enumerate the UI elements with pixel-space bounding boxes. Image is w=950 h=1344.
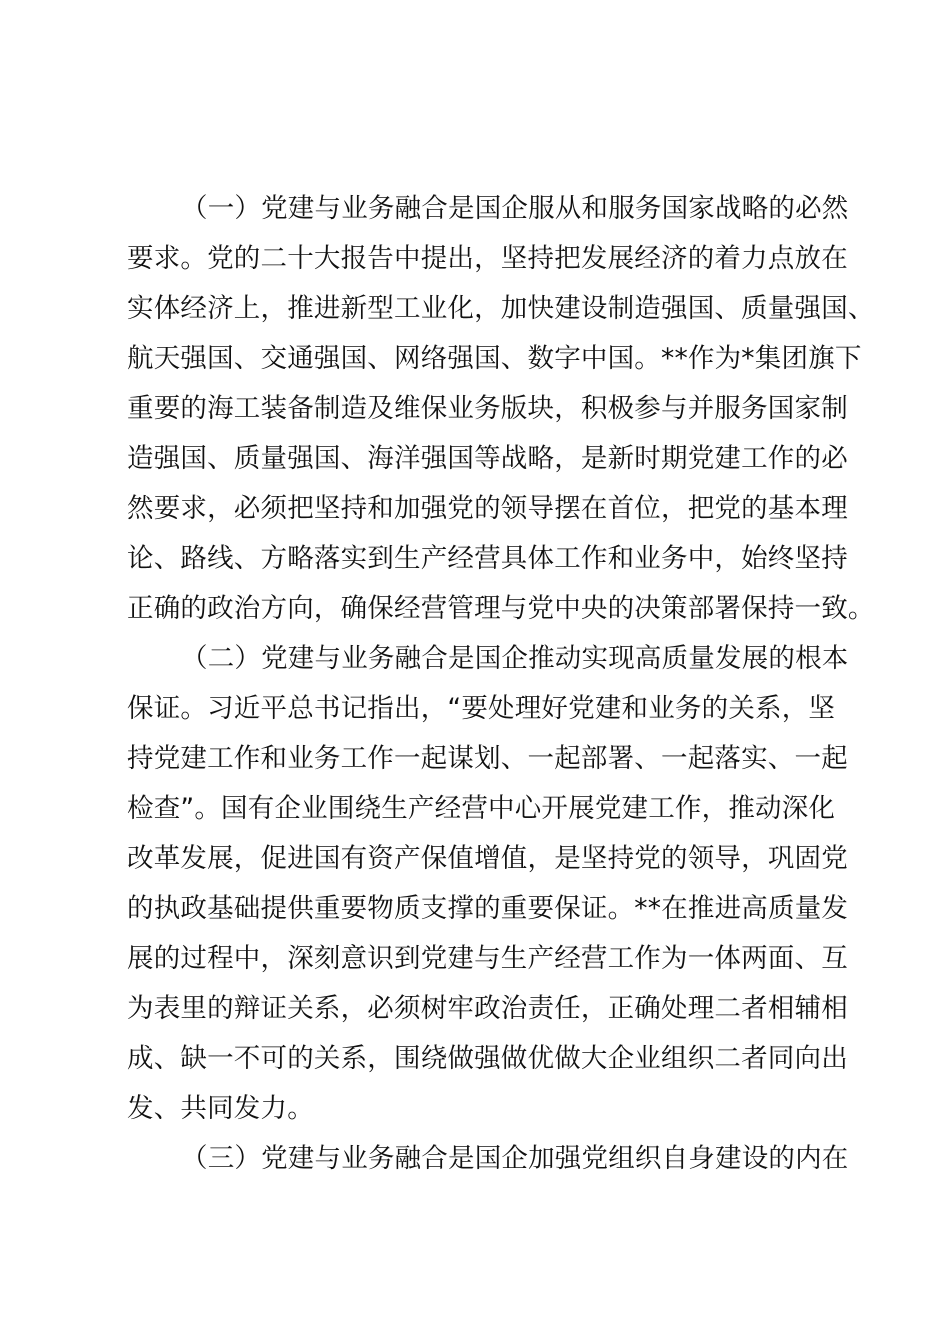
- text-line: 保证。习近平总书记指出，“要处理好党建和业务的关系，坚: [127, 693, 836, 724]
- text-line: 航天强国、交通强国、网络强国、数字中国。**作为*集团旗下: [127, 343, 862, 374]
- text-line: 重要的海工装备制造及维保业务版块，积极参与并服务国家制: [127, 393, 848, 424]
- text-line: 持党建工作和业务工作一起谋划、一起部署、一起落实、一起: [127, 743, 848, 774]
- text-line: 检查”。国有企业围绕生产经营中心开展党建工作，推动深化: [127, 793, 836, 824]
- text-line: 的执政基础提供重要物质支撑的重要保证。**在推进高质量发: [127, 893, 849, 924]
- text-line: 造强国、质量强国、海洋强国等战略，是新时期党建工作的必: [127, 443, 848, 474]
- text-line: 论、路线、方略落实到生产经营具体工作和业务中，始终坚持: [127, 543, 848, 574]
- text-line: 改革发展，促进国有资产保值增值，是坚持党的领导，巩固党: [127, 843, 848, 874]
- body-text: [127, 184, 875, 1184]
- text-line: 实体经济上，推进新型工业化，加快建设制造强国、质量强国、: [127, 293, 875, 324]
- text-line: （三）党建与业务融合是国企加强党组织自身建设的内在: [181, 1143, 849, 1174]
- text-line: 发、共同发力。: [127, 1093, 314, 1124]
- text-line: 要求。党的二十大报告中提出，坚持把发展经济的着力点放在: [127, 243, 848, 274]
- text-line: （一）党建与业务融合是国企服从和服务国家战略的必然: [181, 193, 849, 224]
- text-line: 正确的政治方向，确保经营管理与党中央的决策部署保持一致。: [127, 593, 875, 624]
- text-line: （二）党建与业务融合是国企推动实现高质量发展的根本: [181, 643, 849, 674]
- text-line: 然要求，必须把坚持和加强党的领导摆在首位，把党的基本理: [127, 493, 848, 524]
- text-line: 成、缺一不可的关系，围绕做强做优做大企业组织二者同向出: [127, 1043, 848, 1074]
- text-line: 为表里的辩证关系，必须树牢政治责任，正确处理二者相辅相: [127, 993, 848, 1024]
- text-line: 展的过程中，深刻意识到党建与生产经营工作为一体两面、互: [127, 943, 848, 974]
